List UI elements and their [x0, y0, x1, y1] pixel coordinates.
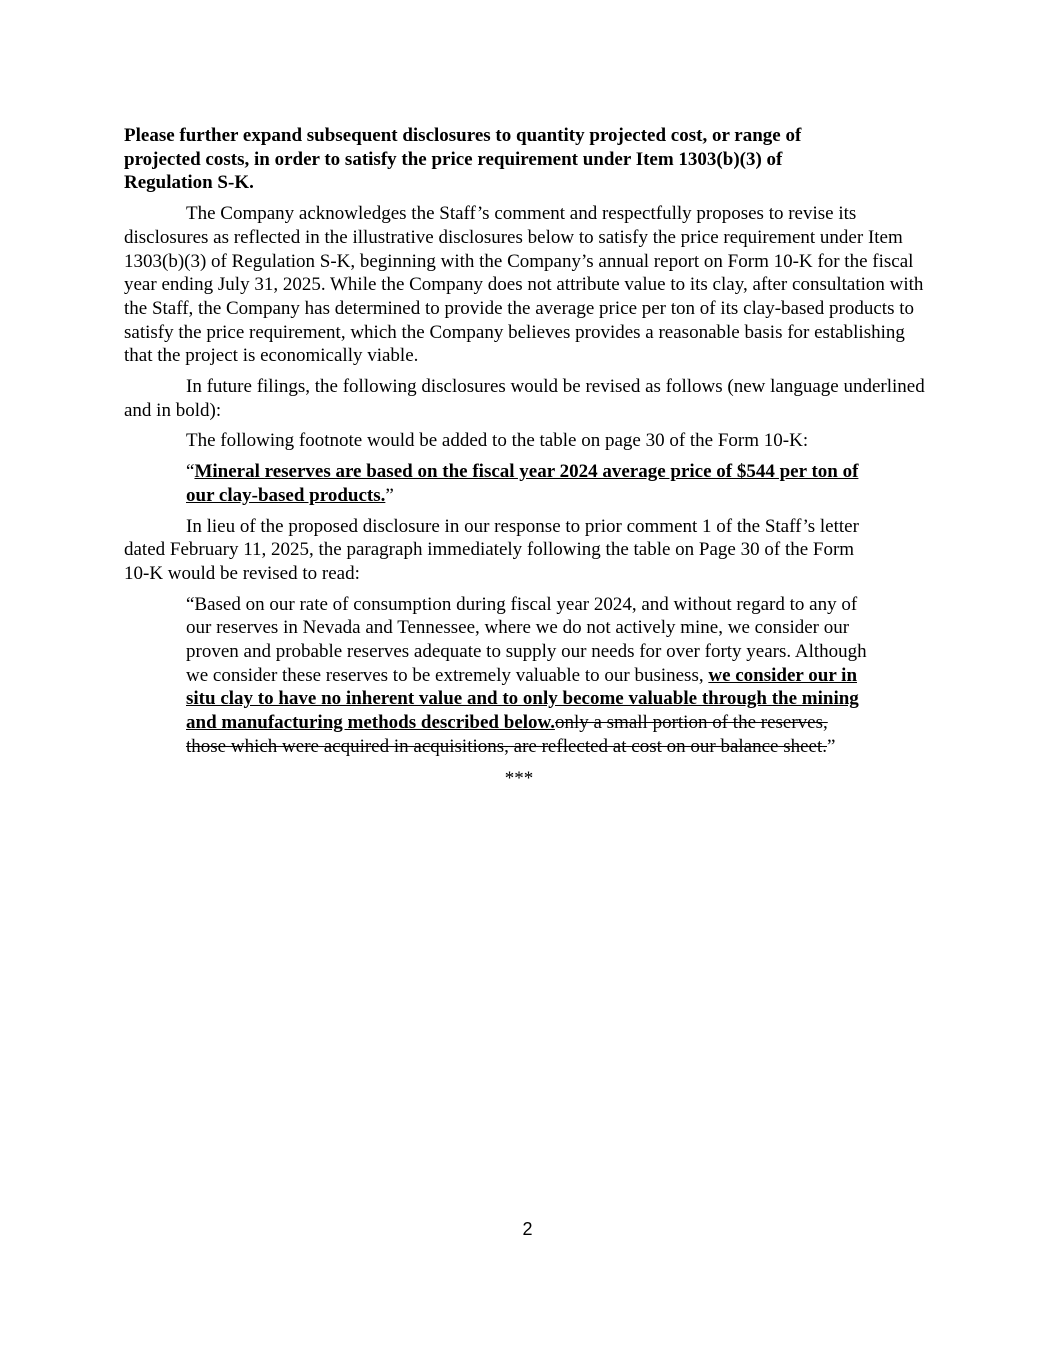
open-quote: “	[186, 461, 195, 483]
quote-new-language: we consider our in situ clay to have no inherent value and to only become valuable through the mining and manufacturing methods described below.	[186, 664, 859, 734]
footnote-new-language: Mineral reserves are based on the fiscal year 2024 average price of $544 per ton of our clay-based products.	[186, 461, 859, 506]
comment-heading: Please further expand subsequent disclosures to quantity projected cost, or range of projected costs, in order to satisfy the price requirement under Item 1303(b)(3) of Regulation S-K.	[124, 125, 802, 194]
document-body	[124, 124, 934, 790]
response-paragraph: The Company acknowledges the Staff’s comment and respectfully proposes to revise its disclosures as reflected in the illustrative disclosures below to satisfy the price requirement under Item 1303(b)(3) of Regulation S-K, beginning with the Company’s annual report on Form 10-K for the fiscal year ending July 31, 2025. While the Company does not attribute value to its clay, after consultation with the Staff, the Company has determined to provide the average price per ton of its clay-based products to satisfy the price requirement, which the Company believes provides a reasonable basis for establishing that the project is economically viable.	[124, 203, 924, 367]
footnote-intro: The following footnote would be added to the table on page 30 of the Form 10-K:	[186, 430, 809, 452]
section-separator: ***	[504, 767, 534, 789]
quote-deleted-language: only a small portion of the reserves, those which were acquired in acquisitions, are reflected at cost on our balance sheet.	[186, 712, 828, 757]
page-number: 2	[522, 1219, 533, 1239]
quote-close-quote: ”	[827, 735, 836, 757]
revised-paragraph-quote	[186, 593, 871, 759]
quote-unchanged-text: “Based on our rate of consumption during fiscal year 2024, and without regard to any of our reserves in Nevada and Tennessee, where we do not actively mine, we consider our proven and probable reserves adequate to supply our needs for over forty years. Although we consider these reserves to be extremely valuable to our business,	[186, 593, 867, 686]
future-filings-paragraph: In future filings, the following disclosures would be revised as follows (new language underlined and in bold):	[124, 376, 925, 421]
close-quote: ”	[385, 484, 394, 506]
proposed-footnote	[186, 460, 871, 507]
in-lieu-paragraph: In lieu of the proposed disclosure in our response to prior comment 1 of the Staff’s letter dated February 11, 2025, the paragraph immediately following the table on Page 30 of the Form 10-K would be revised to read:	[124, 515, 859, 584]
